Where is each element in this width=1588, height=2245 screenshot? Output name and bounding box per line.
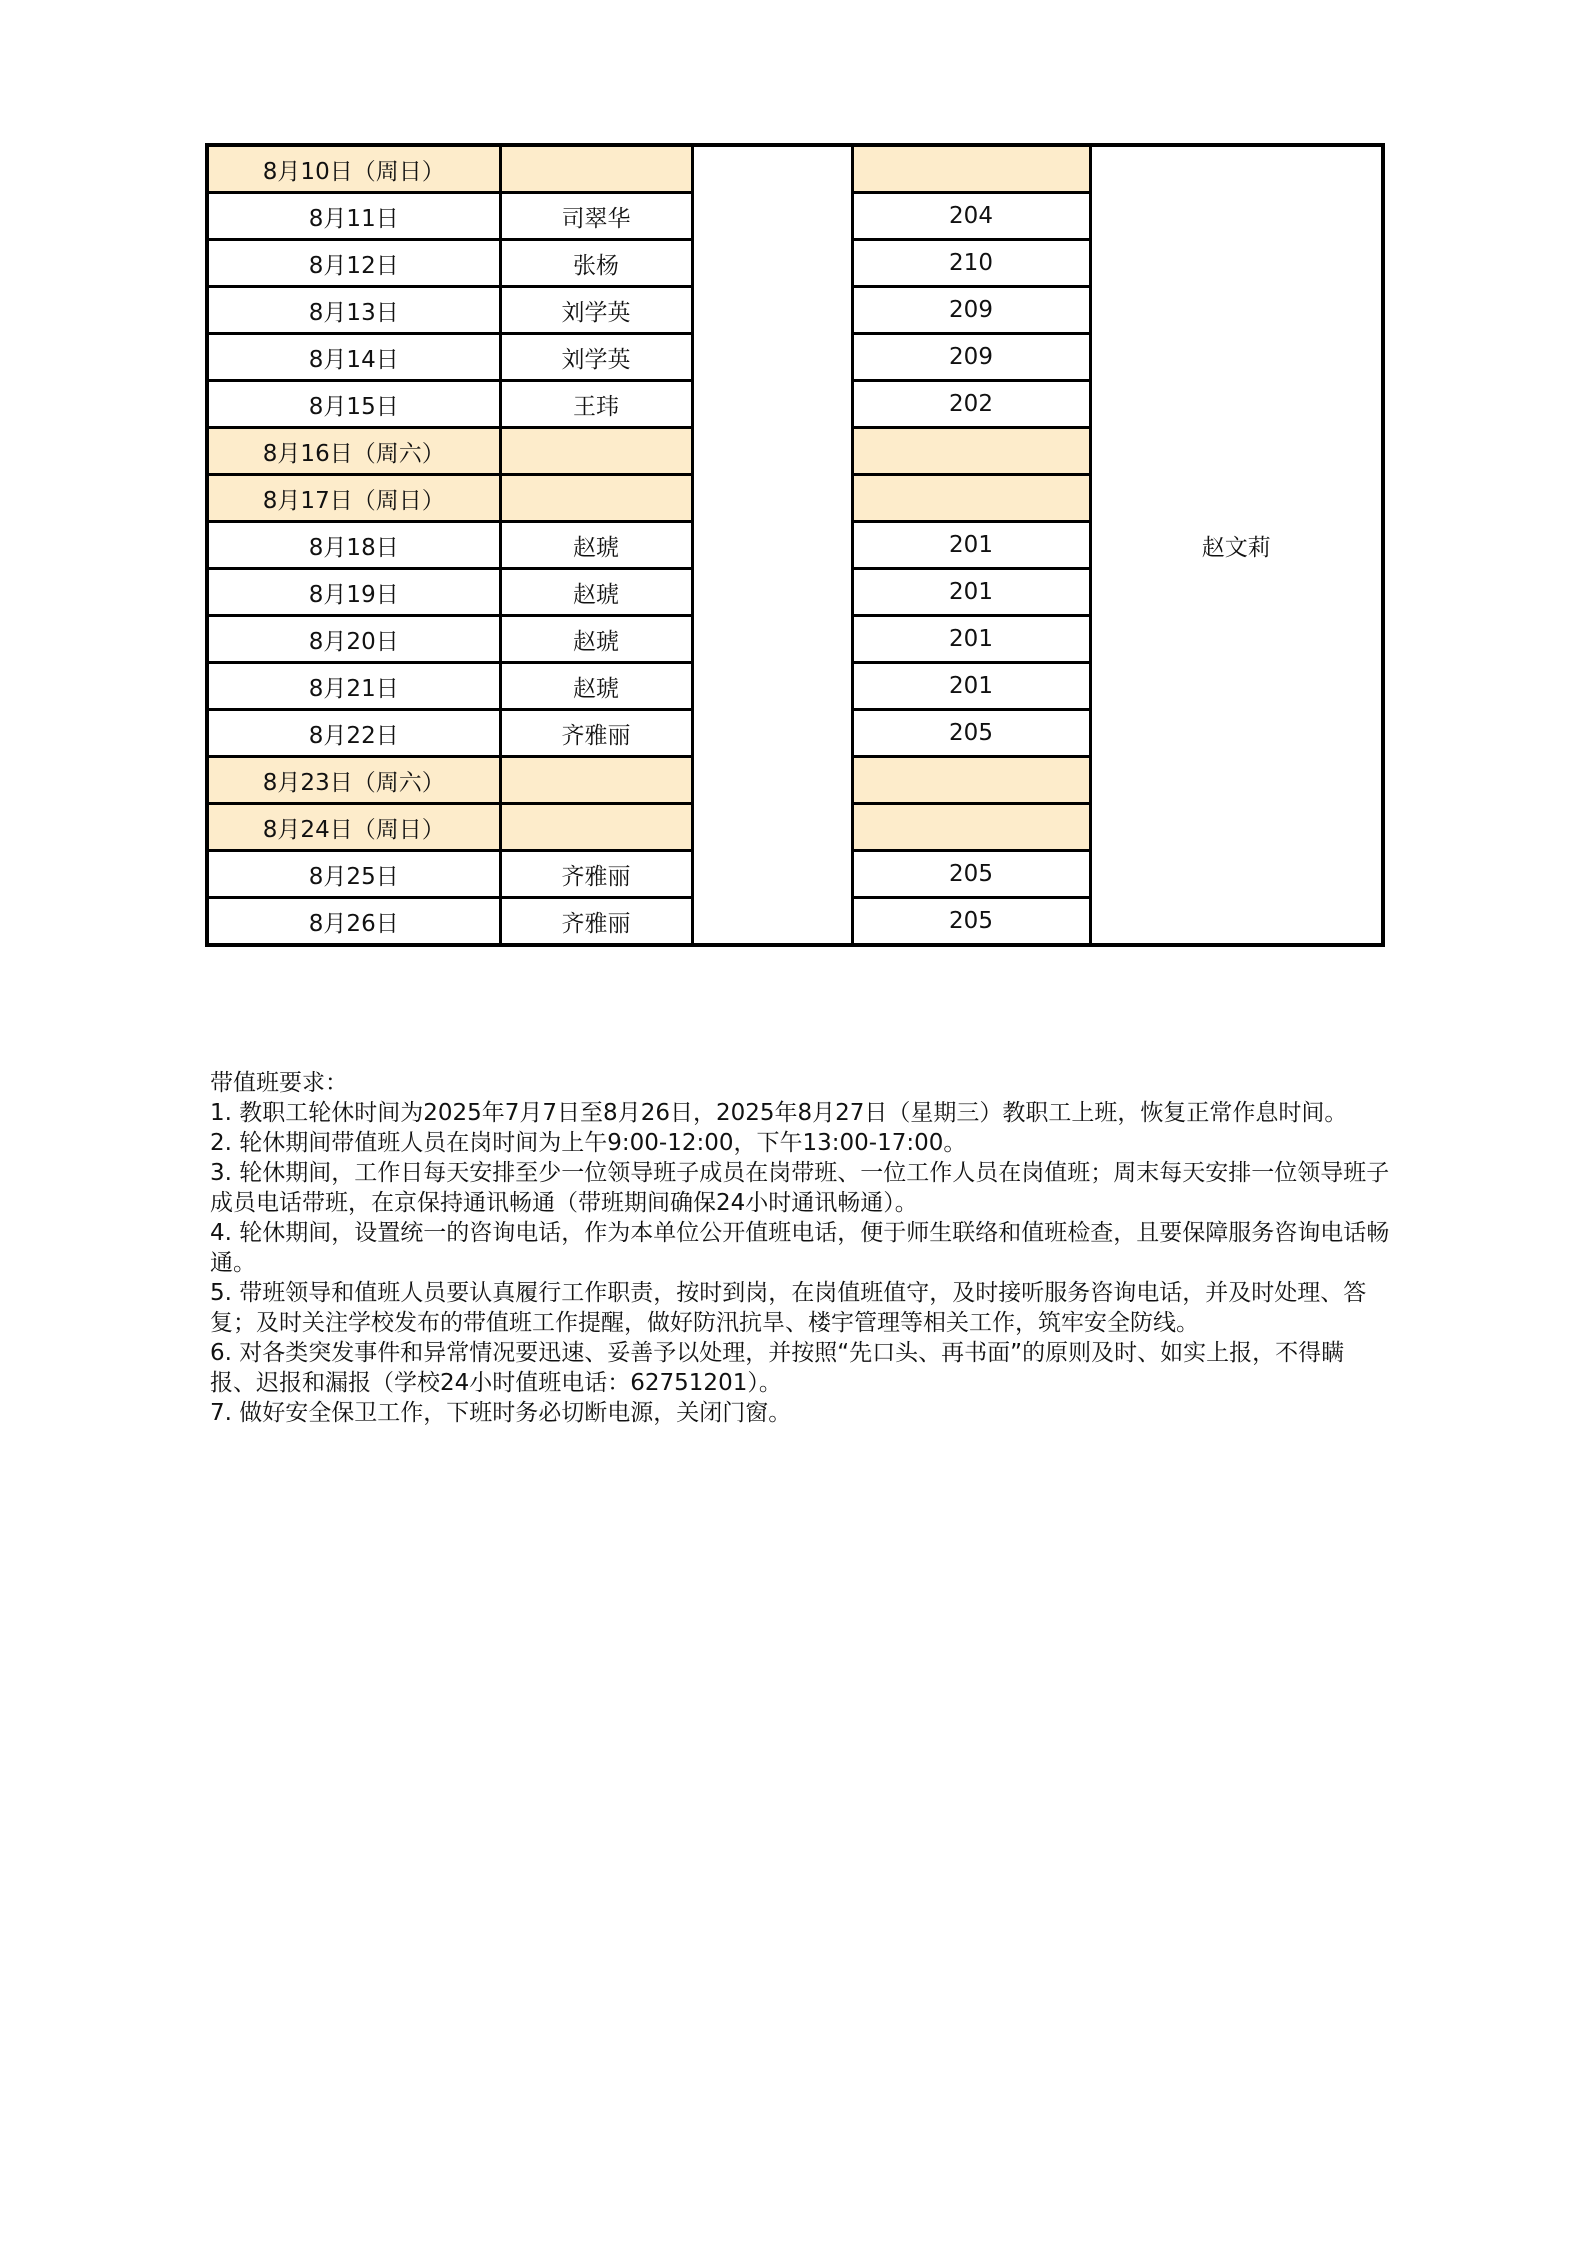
duty-requirements (210, 1068, 1390, 1428)
duty-staff-name (500, 804, 692, 851)
duty-room (852, 804, 1090, 851)
duty-staff-name (500, 475, 692, 522)
duty-room: 209 (852, 287, 1090, 334)
duty-date: 8月11日 (207, 193, 500, 240)
duty-date: 8月21日 (207, 663, 500, 710)
requirement-item-7: 7. 做好安全保卫工作，下班时务必切断电源，关闭门窗。 (210, 1400, 792, 1426)
duty-staff-name: 齐雅丽 (500, 898, 692, 946)
duty-room: 201 (852, 522, 1090, 569)
duty-staff-name: 赵琥 (500, 663, 692, 710)
requirement-item-5: 5. 带班领导和值班人员要认真履行工作职责，按时到岗，在岗值班值守，及时接听服务咨询电话，并及时处理、答复；及时关注学校发布的带值班工作提醒，做好防汛抗旱、楼宇管理等相关工作，筑牢安全防线。 (210, 1280, 1367, 1336)
blank-merged-column (692, 145, 852, 945)
duty-date: 8月12日 (207, 240, 500, 287)
duty-staff-name: 刘学英 (500, 287, 692, 334)
duty-staff-name (500, 428, 692, 475)
duty-date: 8月26日 (207, 898, 500, 946)
duty-date: 8月16日（周六） (207, 428, 500, 475)
requirement-item-3: 3. 轮休期间，工作日每天安排至少一位领导班子成员在岗带班、一位工作人员在岗值班；周末每天安排一位领导班子成员电话带班，在京保持通讯畅通（带班期间确保24小时通讯畅通）。 (210, 1160, 1390, 1216)
duty-room: 202 (852, 381, 1090, 428)
duty-date: 8月10日（周日） (207, 145, 500, 193)
duty-date: 8月23日（周六） (207, 757, 500, 804)
duty-date: 8月24日（周日） (207, 804, 500, 851)
duty-date: 8月17日（周日） (207, 475, 500, 522)
duty-room (852, 428, 1090, 475)
requirement-item-4: 4. 轮休期间，设置统一的咨询电话，作为本单位公开值班电话，便于师生联络和值班检查，且要保障服务咨询电话畅通。 (210, 1220, 1390, 1276)
duty-staff-name: 司翠华 (500, 193, 692, 240)
duty-room: 205 (852, 851, 1090, 898)
duty-room (852, 757, 1090, 804)
duty-date: 8月13日 (207, 287, 500, 334)
duty-date: 8月14日 (207, 334, 500, 381)
duty-staff-name: 赵琥 (500, 616, 692, 663)
requirements-title: 带值班要求： (210, 1070, 348, 1096)
duty-date: 8月20日 (207, 616, 500, 663)
duty-leader: 赵文莉 (1090, 145, 1383, 945)
duty-staff-name: 赵琥 (500, 569, 692, 616)
duty-staff-name: 齐雅丽 (500, 710, 692, 757)
duty-room: 205 (852, 898, 1090, 946)
duty-room: 210 (852, 240, 1090, 287)
requirement-item-1: 1. 教职工轮休时间为2025年7月7日至8月26日，2025年8月27日（星期三）教职工上班，恢复正常作息时间。 (210, 1100, 1348, 1126)
duty-staff-name (500, 145, 692, 193)
duty-room: 209 (852, 334, 1090, 381)
duty-staff-name: 张杨 (500, 240, 692, 287)
duty-date: 8月25日 (207, 851, 500, 898)
duty-date: 8月19日 (207, 569, 500, 616)
duty-room: 201 (852, 569, 1090, 616)
duty-room: 204 (852, 193, 1090, 240)
duty-staff-name: 赵琥 (500, 522, 692, 569)
duty-date: 8月18日 (207, 522, 500, 569)
schedule-row (207, 145, 1383, 193)
duty-date: 8月22日 (207, 710, 500, 757)
duty-room: 201 (852, 616, 1090, 663)
duty-room: 201 (852, 663, 1090, 710)
requirement-item-6: 6. 对各类突发事件和异常情况要迅速、妥善予以处理，并按照“先口头、再书面”的原则及时、如实上报，不得瞒报、迟报和漏报（学校24小时值班电话：62751201）。 (210, 1340, 1345, 1396)
duty-room (852, 475, 1090, 522)
duty-schedule-table (205, 143, 1385, 947)
requirement-item-2: 2. 轮休期间带值班人员在岗时间为上午9:00-12:00，下午13:00-17:00。 (210, 1130, 967, 1156)
duty-staff-name: 刘学英 (500, 334, 692, 381)
duty-room (852, 145, 1090, 193)
duty-room: 205 (852, 710, 1090, 757)
duty-date: 8月15日 (207, 381, 500, 428)
duty-staff-name: 齐雅丽 (500, 851, 692, 898)
duty-staff-name: 王玮 (500, 381, 692, 428)
duty-staff-name (500, 757, 692, 804)
